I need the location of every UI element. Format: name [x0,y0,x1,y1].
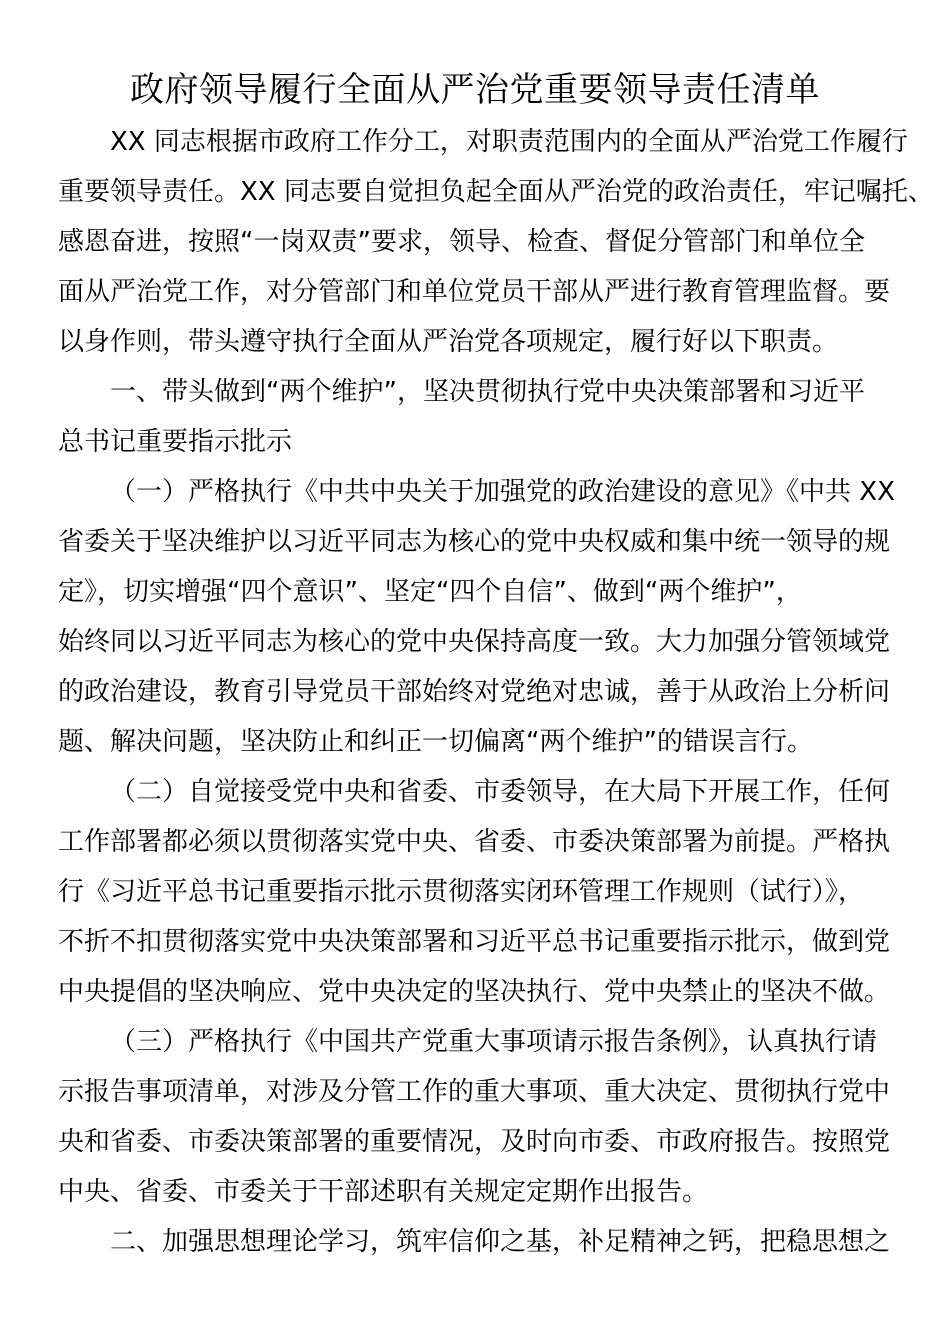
text-line: 央和省委、市委决策部署的重要情况，及时向市委、市政府报告。按照党 [58,1127,891,1157]
document-title: 政府领导履行全面从严治党重要领导责任清单 [130,70,820,110]
section-heading-2 [58,1217,892,1267]
paragraph-item-1 [58,467,895,767]
text-line: 的政治建设，教育引导党员干部始终对党绝对忠诚，善于从政治上分析问 [58,677,891,707]
text-line: （三）严格执行《中国共产党重大事项请示报告条例》，认真执行请 [110,1027,878,1057]
text-line: 行《习近平总书记重要指示批示贯彻落实闭环管理工作规则（试行）》， [58,877,865,907]
paragraph-intro [58,117,934,367]
text-line: 总书记重要指示批示 [58,427,293,457]
text-line: 面从严治党工作，对分管部门和单位党员干部从严进行教育管理监督。要 [58,277,891,307]
paragraph-item-2 [58,767,892,1017]
text-line: 二、加强思想理论学习，筑牢信仰之基，补足精神之钙，把稳思想之 [110,1227,891,1257]
text-line: 始终同以习近平同志为核心的党中央保持高度一致。大力加强分管领域党 [58,627,891,657]
text-line: 工作部署都必须以贯彻落实党中央、省委、市委决策部署为前提。严格执 [58,827,891,857]
text-line: 定》，切实增强“四个意识”、坚定“四个自信”、做到“两个维护”， [58,577,802,607]
paragraph-item-3 [58,1017,892,1217]
text-line: 重要领导责任。XX 同志要自觉担负起全面从严治党的政治责任，牢记嘱托、 [58,177,934,207]
text-line: 省委关于坚决维护以习近平同志为核心的党中央权威和集中统一领导的规 [58,527,891,557]
text-line: XX 同志根据市政府工作分工，对职责范围内的全面从严治党工作履行 [110,127,908,157]
text-line: （一）严格执行《中共中央关于加强党的政治建设的意见》《中共 XX [110,477,895,507]
text-line: 以身作则，带头遵守执行全面从严治党各项规定，履行好以下职责。 [58,327,839,357]
text-line: （二）自觉接受党中央和省委、市委领导，在大局下开展工作，任何 [110,777,891,807]
text-line: 示报告事项清单，对涉及分管工作的重大事项、重大决定、贯彻执行党中 [58,1077,891,1107]
document-body [58,117,934,1267]
text-line: 题、解决问题，坚决防止和纠正一切偏离“两个维护”的错误言行。 [58,727,813,757]
text-line: 感恩奋进，按照“一岗双责”要求，领导、检查、督促分管部门和单位全 [58,227,865,257]
text-line: 一、带头做到“两个维护”，坚决贯彻执行党中央决策部署和习近平 [110,377,865,407]
text-line: 不折不扣贯彻落实党中央决策部署和习近平总书记重要指示批示，做到党 [58,927,891,957]
text-line: 中央提倡的坚决响应、党中央决定的坚决执行、党中央禁止的坚决不做。 [58,977,891,1007]
text-line: 中央、省委、市委关于干部述职有关规定定期作出报告。 [58,1177,709,1207]
section-heading-1 [58,367,892,467]
